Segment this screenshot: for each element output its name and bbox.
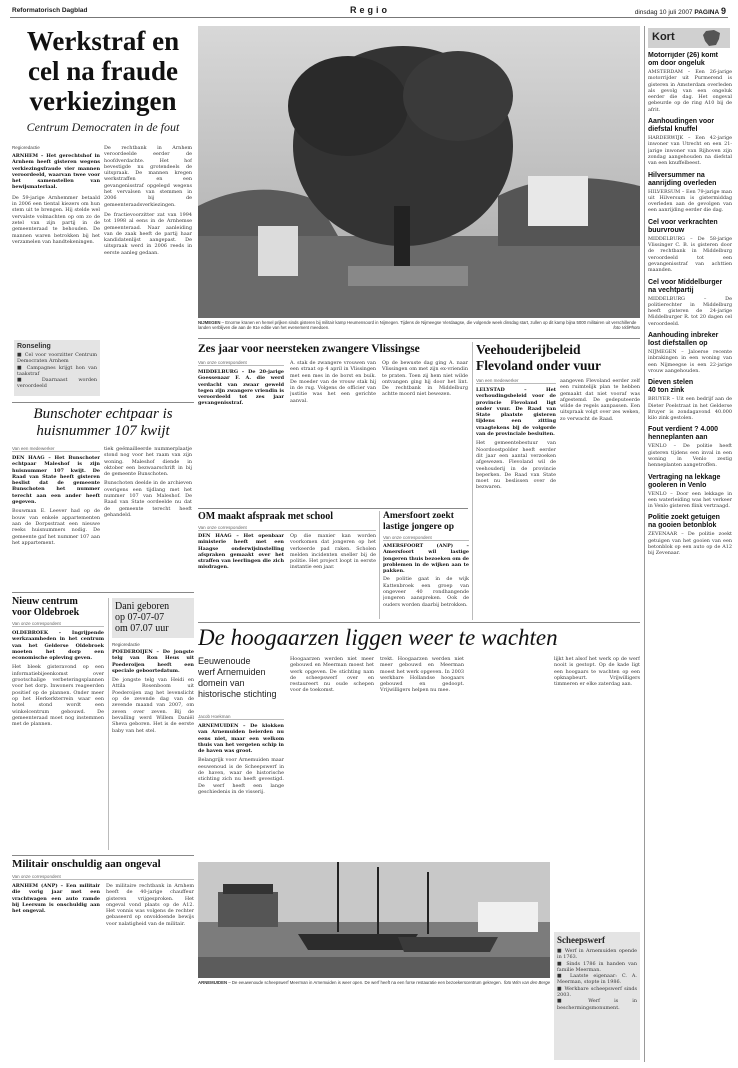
school-label: Van onze correspondent — [198, 525, 376, 531]
couple-lead: DEN HAAG – Het Bunschoter echtpaar Maleshof is zijn huisnummer 107 kwijt. De Raad van State heeft gisteren beslist dat de gemeente Bunschoten het nummer terecht aan een ander heeft gegeven. — [12, 455, 100, 506]
heron-caption-tag: NIJMEGEN — [198, 320, 221, 325]
shipyard-subtitle-line4: historische stichting — [198, 689, 277, 699]
pregnant-body-col3: Op de bewuste dag ging A. naar Vlissingen om met zijn ex-vriendin te praten. Toen zij hem niet wilde ontvangen ging hij door het lint. De rechtbank in Middelburg achtte moord niet bewezen. — [382, 360, 468, 398]
date-and-page — [635, 6, 726, 16]
kort-item: Cel voor verkrachten buurvrouw MIDDELBURG – De 58-jarige Vlissinger C. B. is gisteren door de rechtbank in Middelburg veroordeeld tot een gevangenisstraf van achttien maanden. — [648, 218, 732, 274]
livestock-title-line2: Flevoland onder vuur — [476, 358, 602, 373]
kort-item: Dieven stelen 40 ton zink BRUYER – Uit een bedrijf aan de Dieter Poelstraat in het Gelderse Bruyer is zondagavond 40.000 kilo zink gestolen. — [648, 379, 732, 422]
shipyard-lead: ARNEMUIDEN – De klokken van Arnemuiden beierden nu eens niet, maar een welkom thuis van het vergeten schip in de haven was groot. — [198, 723, 284, 755]
oldebroek-title-line2: voor Oldebroek — [12, 607, 80, 618]
couple-body-col2: tiek geëmailleerde nummerplaatje stond nog voor het raam van zijn woning. Maleshof diende in oktober een bezwaarschrift in bij de gemeente Bunschoten. — [104, 446, 192, 478]
kort-item: Politie zoekt getuigen na gooien betonblok ZEVENAAR – De politie zoekt getuigen van het gooien van een betonblok op een auto op de A12 bij Zevenaar. — [648, 514, 732, 557]
fraud-col2 — [104, 145, 192, 397]
shipyard-box-item: ■ Werf is in beschermingsmonument. — [557, 998, 637, 1011]
school-body: Op die manier kan worden voorkomen dat jongeren op het verkeerde pad raken. Scholen melden incidenten sneller bij de politie. Het project loopt in eerste instantie een jaar. — [290, 533, 376, 571]
shipyard-subtitle-line3: domein van — [198, 678, 245, 688]
kort-item: Aanhoudingen voor diefstal knuffel HARDERWIJK – Een 42-jarige inwoner van Utrecht en een 21-jarige inwoner van Rijhoven zijn zondag aangehouden na diefstal van een knuffelbeest. — [648, 118, 732, 167]
accident-body: De militaire rechtbank in Arnhem heeft de 40-jarige chauffeur gisteren vrijgesproken. Het ongeval vond plaats op de A12. Het vonnis was volgens de rechter gebaseerd op onvoldoende bewijs voor nalatigheid van de militair. — [106, 883, 194, 927]
born-title-line1: Dani geboren — [115, 601, 170, 612]
pregnant-col3 — [382, 360, 468, 506]
shipyard-subtitle-line1: Eeuwenoude — [198, 656, 251, 666]
harbor-boats-image — [198, 862, 550, 978]
heron-sculpture-image — [198, 26, 640, 318]
pregnant-col1 — [198, 360, 284, 506]
article-couple — [12, 406, 194, 442]
livestock-col2 — [560, 378, 640, 618]
shipyard-headline — [198, 624, 640, 654]
kort-item: Cel voor Middelburger na vechtpartij MIDDELBURG – De politierechter in Middelburg heeft gisteren de 24-jarige Middelburger R. tot 20 dagen cel veroordeeld. — [648, 278, 732, 327]
couple-body-col1: Bouwman E. Leever had op de bouw van enkele appartementen aan de Dorpsstraat een nieuwe reeks huisnummers nodig. De gemeente gaf het nummer 107 aan het appartement. — [12, 508, 100, 546]
born-body: De jongste telg van Heidi en Attila Rosenboom uit Poederoijen zag het levenslicht op de zevende dag van de zevende maand van 2007, om zeven over zeven. Bij de bevalling werd Willem Daniël Sheva geboren. Het is de eerste baby van het stel. — [112, 677, 194, 734]
fraud-body-col3: De fractievoorzitter zat van 1994 tot 1998 al eens in de Arnhemse gemeenteraad. Naar aanleiding van de zaak heeft de partij haar kandidatenlijst aangepast. De uitspraak werd in 2006 reeds in eerste aanleg gedaan. — [104, 211, 192, 256]
date: dinsdag 10 juli 2007 — [634, 9, 693, 16]
heron-photo-caption — [198, 320, 640, 336]
shipyard-caption-text: – De eeuwenoude scheepswerf Meerman in Arnemuiden is weer open. De werf heeft na een forse restauratie een bezoekerscentrum gekregen. — [228, 980, 502, 985]
shipyard-subtitle-line2: werf Arnemuiden — [198, 667, 266, 677]
shipyard-photo-caption — [198, 980, 550, 1000]
livestock-title-line1: Veehouderijbeleid — [476, 342, 581, 357]
fraud-box-item: ■ Cel voor voorzitter Centrum Democraten Arnhem — [17, 352, 97, 365]
article-pregnant-title — [198, 342, 468, 358]
shipyard-col3 — [380, 656, 464, 860]
livestock-label: Van een medewerker — [476, 378, 556, 384]
oldebroek-body: Het bleek gisteravond op een informatiebijeenkomst over grootschalige verbeteringsplannen voor het dorp. Inwoners reageerden positief op de plannen. Onder meer op het Herkerkterrein waar een hotel stond wordt een winkelcentrum gebouwd. De gemeenteraad moet nog instemmen met de plannen. — [12, 664, 104, 728]
livestock-col1 — [476, 378, 556, 618]
amersfoort-label: Van onze correspondent — [383, 535, 469, 541]
shipyard-caption-tag: ARNEMUIDEN — [198, 980, 228, 985]
heron-photo-credit: foto VidiPhoto — [613, 325, 640, 331]
kort-item: Fout verdient ? 4.000 henneplanten aan VENLO – De politie heeft gisteren tijdens een inval in een woning in Venlo zestig henneplanten aangetroffen. — [648, 426, 732, 469]
amersfoort-lead: AMERSFOORT (ANP) – Amersfoort wil lastige jongeren thuis bezoeken om de problemen in de wijken aan te pakken. — [383, 543, 469, 575]
school-title: OM maakt afspraak met school — [198, 511, 333, 522]
paper-name: Reformatorisch Dagblad — [12, 7, 88, 14]
shipyard-body-col4: lijkt het alsof het werk op de werf nooit is gestopt. Op de kade ligt een hoogaars te wachten op een opknapbeurt. Vrijwilligers timmeren er elke zaterdag aan. — [554, 656, 640, 688]
born-label: Regioredactie — [112, 642, 140, 647]
oldebroek-lead: OLDEBROEK – Ingrijpende werkzaamheden in het centrum van het Gelderse Oldebroek moeten het dorp een economische opleving geven. — [12, 630, 104, 662]
couple-label: Van een medewerker — [12, 446, 100, 452]
netherlands-map-icon — [700, 29, 724, 47]
kort-item: Hilversummer na aanrijding overleden HILVERSUM – Een 79-jarige man uit Hilversum is gistermiddag overleden aan de gevolgen van een aanrijding eerder die dag. — [648, 171, 732, 214]
amersfoort-title-line1: Amersfoort zoekt — [383, 511, 454, 521]
heron-caption-text: – Enorme kranen en hemel prijken sinds gisteren bij militair kamp Heumensoord in Nijmegen. Tijdens de Nijmeegse Vierdaagse, die volgende week dinsdag start, zullen op dit kamp bijna 5000 militairen uit verschillende landen verblijven die aan de 91e editie van het evenement meedoen. — [198, 320, 637, 331]
article-livestock — [476, 342, 640, 376]
shipyard-col2 — [290, 656, 374, 860]
amersfoort-title-line2: lastige jongere op — [383, 522, 455, 532]
shipyard-col1 — [198, 714, 284, 860]
pregnant-body-col2: A. stak de zwangere vrouwen van een straat op 4 april in Vlissingen met een mes in de borst en buik. De moeder van de vrouw stak hij in de rug. Volgens de officier van justitie was het een gerichte aanval. — [290, 360, 376, 404]
fraud-box-item: ■ Campagnes krijgt hon van taakstraf — [17, 364, 97, 377]
article-school — [198, 511, 376, 619]
pregnant-lead: MIDDELBURG – De 20-jarige Goessenaar F. A. die werd verdacht van zwaar geweld tegen zijn zwangere vriendin is veroordeeld tot zes jaar gevangenisstraf. — [198, 369, 284, 407]
page-label: PAGINA — [694, 9, 720, 16]
oldebroek-label: Van onze correspondent — [12, 621, 104, 627]
born-title-line2: op 07-07-07 — [115, 612, 165, 623]
page-number: 9 — [720, 6, 726, 16]
fraud-box-heading: Ronseling — [17, 343, 51, 350]
article-born-header — [112, 598, 194, 638]
pregnant-title: Zes jaar voor neersteken zwangere Vlissingse — [198, 343, 420, 355]
fraud-subtitle: Centrum Democraten in de fout — [26, 120, 180, 134]
kort-header — [648, 28, 730, 48]
fraud-label: Regioredactie — [12, 145, 40, 150]
shipyard-box-item: ■ Werf in Arnemuiden opende in 1763. — [557, 948, 637, 961]
shipyard-label: Jacob Hoekman — [198, 714, 284, 720]
kort-item: Motorrijder (26) komt om door ongeluk AMSTERDAM – Een 26-jarige motorrijder uit Purmerend is gisteren in Amsterdam overleden als gevolg van een ongeluk eerder die dag. Het ongeval gebeurde op de ring A10 bij de afrit. — [648, 52, 732, 113]
shipyard-col4 — [554, 656, 640, 928]
couple-col1 — [12, 446, 100, 586]
shipyard-box-item: ■ Laatste eigenaar: C. A. Meerman, stopte in 1986. — [557, 973, 637, 986]
shipyard-body-col3: trekt. Hoogaarzen werden niet meer gebouwd en Meerman moest het werk opgeven. In 2003 werkbare Hollandse hoogaars gebouwd en gedoopt. Vrijwilligers helpen nu mee. — [380, 656, 464, 694]
livestock-body-col1: Het gemeentebestuur van Noordoostpolder heeft eerder dit jaar een aantal verzoeken afgewezen. Flevoland wil de veehouderij in de provincie beperken. De Raad van State moet nu beslissen over de bezwaren. — [476, 440, 556, 491]
accident-title: Militair onschuldig aan ongeval — [12, 858, 161, 870]
fraud-title-line2: cel na fraude — [28, 56, 178, 86]
livestock-lead: LELYSTAD – Het verhoudingsbeleid voor de provincie Flevoland ligt onder vuur. De Raad van State plaatste gisteren tijdens een zitting vraagtekens bij de volgorde van de provinciale besluiten. — [476, 387, 556, 438]
couple-body-col3: Bunschoten deelde in de archieven overigens een tijdlang met het nummer 107 van Maleshof. De Raad van State oordeelde nu dat de gemeente terecht heeft gehandeld. — [104, 480, 192, 518]
fraud-fact-box — [14, 340, 100, 396]
shipyard-body-col2: Hoogaarzen werden niet meer gebouwd en Meerman moest het werk opgeven. De stichting nam de scheepswerf over en restaureert nu oude schepen voor de toekomst. — [290, 656, 374, 694]
livestock-body-col2: aangeven Flevoland eerder zelf een ruimtelijk plan te hebben gemaakt dat niet vooraf was afgestemd. De gedeputeerde wilde de regels aanpassen. Een uitspraak volgt over zes weken, zo verwacht de Raad. — [560, 378, 640, 422]
amersfoort-body: De politie gaat in de wijk Kattenbroek een groep van ongeveer 40 rondhangende jongeren aanspreken. Ook de ouders worden daarbij betrokken. — [383, 576, 469, 608]
heron-sculpture-photo — [198, 26, 640, 318]
accident-lead: ARNHEM (ANP) – Een militair die vorig jaar met een vrachtwagen een auto ramde bij Leersum is onschuldig aan het ongeval. — [12, 883, 100, 915]
article-born — [112, 642, 194, 852]
article-accident — [12, 858, 194, 1058]
school-lead: DEN HAAG – Het openbaar ministerie heeft met een Haagse onderwijsinstelling afspraken gemaakt over het straffen van leerlingen die zich misdragen. — [198, 533, 284, 571]
fraud-box-item: ■ Daarnaast worden veroordeeld — [17, 377, 97, 390]
fraud-title-line1: Werkstraf en — [26, 26, 180, 56]
masthead — [10, 4, 728, 18]
couple-col2 — [104, 446, 192, 586]
section-title: Regio — [350, 5, 391, 15]
born-lead: POEDEROIJEN – De jongste telg van Ron Heus uit Poederoijen heeft een speciale geboortedatum. — [112, 649, 194, 674]
shipyard-fact-box — [554, 932, 640, 1060]
shipyard-box-heading: Scheepswerf — [557, 935, 605, 945]
kort-title: Kort — [652, 31, 675, 43]
shipyard-body-col1: Belangrijk voor Arnemuiden maar eeuwenoud is de Scheepswerf in de haven, waar de historische stichting zich nu heeft gevestigd. De werf heeft een lange geschiedenis in de visserij. — [198, 757, 284, 795]
fraud-title-line3: verkiezingen — [29, 86, 177, 116]
fraud-col1 — [12, 145, 100, 340]
pregnant-col2 — [290, 360, 376, 506]
kort-item: Vertraging na lekkage gooleren in Venlo VENLO – Door een lekkage in een waterleiding was het verkeer in Venlo gisteren flink vertraagd. — [648, 473, 732, 510]
article-oldebroek — [12, 596, 104, 852]
shipyard-box-item: ■ Werkbare scheepswerf sinds 2003. — [557, 985, 637, 999]
fraud-body-col2: De rechtbank in Arnhem veroordeelde eerder de hoofdverdachte. Het hof bevestigde nu grotendeels de uitspraak. De mannen kregen werkstraffen en een gevangenisstraf opgelegd wegens het vervalsen van stemmen in 2006 bij de gemeenteraadsverkiezingen. — [104, 145, 192, 208]
pregnant-label: Van onze correspondent — [198, 360, 284, 366]
couple-title-line1: Bunschoter echtpaar is — [33, 406, 173, 422]
shipyard-box-item: ■ Sinds 1786 in handen van familie Meerman. — [557, 960, 637, 973]
shipyard-photo — [198, 862, 550, 978]
fraud-lead: ARNHEM – Het gerechtshof in Arnhem heeft gisteren wegens verkiezingsfraude vier mannen veroordeeld, waarvan twee voor het samenstellen van bewijsmateriaal. — [12, 153, 100, 191]
article-amersfoort — [383, 511, 469, 619]
shipyard-photo-credit: foto Wim van den Berge — [503, 980, 550, 985]
accident-label: Van onze correspondent — [12, 874, 194, 880]
shipyard-title: De hoogaarzen liggen weer te wachten — [198, 625, 558, 650]
kort-list — [648, 52, 732, 1062]
oldebroek-title-line1: Nieuw centrum — [12, 596, 78, 607]
kort-item: Aanhouding inbreker lost diefstallen op NIJMEGEN – Jaloerse recente inbrakingen in een woning van een Nijmeegse is een 22-jarige vrouw aangehouden. — [648, 332, 732, 374]
fraud-body-col1: De 59-jarige Arnhemmer betaald in 2006 een tiental kiezers om hun stem uit te brengen. Hij stelde wel vervalste volmachten op om zo de zetel van zijn partij in de gemeenteraad te behouden. De mannen waren betrokken bij het verzamelen van handtekeningen. — [12, 194, 100, 245]
couple-title-line2: huisnummer 107 kwijt — [36, 423, 170, 439]
born-title-line3: om 07.07 uur — [115, 623, 169, 634]
